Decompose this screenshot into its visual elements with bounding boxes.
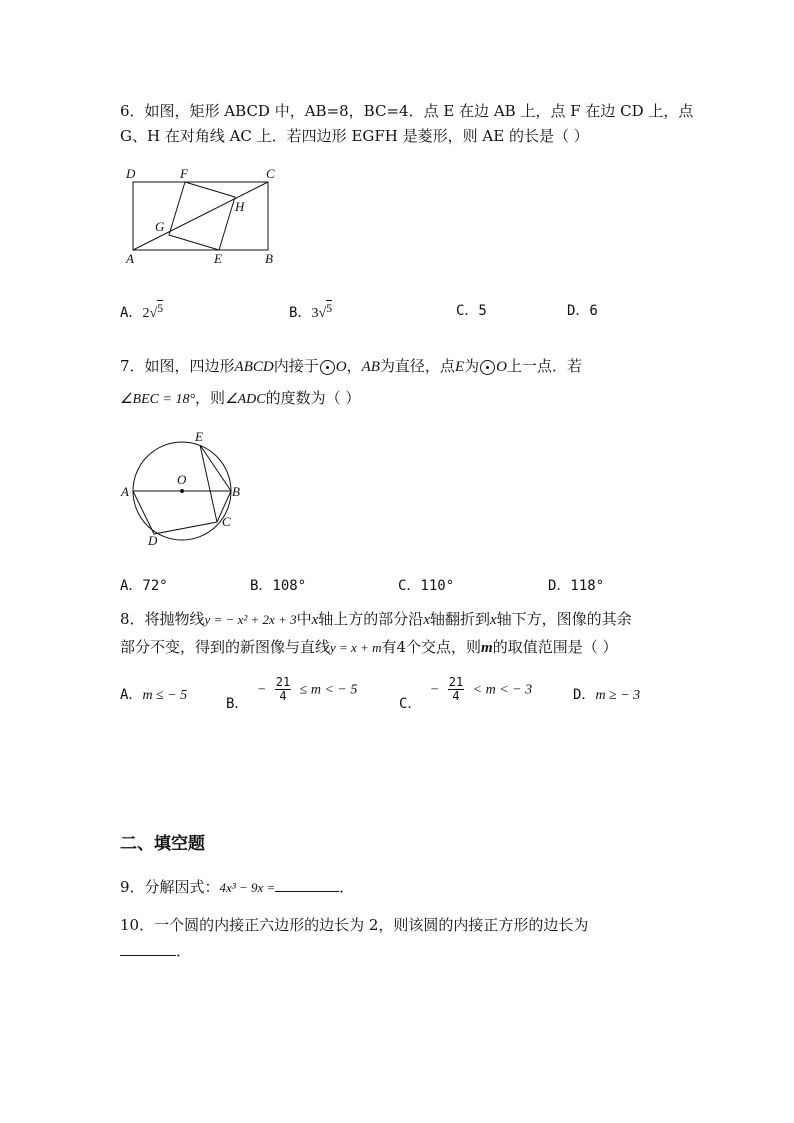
q8-line2: 部分不变，得到的新图像与直线y = x + m有4个交点，则m的取值范围是（ ） [120, 638, 618, 656]
q6-option-d[interactable]: D．6 [567, 303, 598, 319]
q7-option-c[interactable]: C．110° [398, 578, 455, 594]
label-d: D [148, 533, 158, 548]
center-point [180, 489, 184, 493]
label-c: C [266, 166, 275, 181]
q9-line: 9．分解因式：4x³ − 9x = ． [120, 878, 355, 896]
sqrt-symbol: √ [149, 306, 158, 321]
label-f: F [180, 166, 188, 181]
q8-option-b[interactable]: B． − $\frac{21}{4}$ ≤ m < − 5 [226, 675, 358, 712]
q7-line2: ∠BEC = 18°，则∠ADC的度数为（ ） [120, 389, 361, 407]
circle-symbol-icon [480, 360, 495, 375]
q6-line1: 6．如图，矩形 ABCD 中，AB=8，BC=4．点 E 在边 AB 上，点 F 在边 CD 上，点 [120, 102, 694, 120]
label-o: O [177, 472, 187, 487]
circle-symbol-icon [320, 360, 335, 375]
q8-option-d[interactable]: D．m ≥ − 3 [573, 687, 641, 703]
label-b: B [232, 484, 240, 499]
q7-option-a[interactable]: A．72° [120, 578, 168, 594]
answer-blank[interactable] [120, 941, 176, 956]
label-g: G [155, 219, 165, 234]
q7-circle-figure [118, 426, 248, 550]
label-e: E [214, 251, 222, 266]
q6-rectangle-figure [118, 162, 288, 270]
fraction: $\frac{21}{4}$ [275, 675, 291, 703]
q7-line1: 7．如图，四边形ABCD内接于 O，AB为直径，点E为 O上一点．若 [120, 357, 582, 375]
q8-option-a[interactable]: A．m ≤ − 5 [120, 687, 188, 703]
label-c: C [222, 514, 231, 529]
q8-line1: 8．将抛物线y = − x² + 2x + 3中x轴上方的部分沿x轴翻折到x轴下方，图像的其余 [120, 610, 632, 628]
label-b: B [265, 251, 273, 266]
q6-option-a[interactable]: A．2√5 [120, 301, 164, 321]
diagonal-ac [133, 182, 268, 250]
rhombus-egfh [169, 182, 235, 250]
q10-line1: 10．一个圆的内接正六边形的边长为 2，则该圆的内接正方形的边长为 [120, 916, 589, 934]
q8-option-c[interactable]: C． − $\frac{21}{4}$ < m < − 3 [399, 675, 533, 712]
q7-option-b[interactable]: B．108° [250, 578, 307, 594]
fraction: $\frac{21}{4}$ [448, 675, 464, 703]
label-e: E [195, 429, 203, 444]
label-a: A [126, 251, 134, 266]
segment-ec [200, 445, 217, 522]
label-d: D [126, 166, 136, 181]
q7-option-d[interactable]: D．118° [548, 578, 605, 594]
section-title: 二、填空题 [120, 834, 205, 854]
q6-line2: G、H 在对角线 AC 上．若四边形 EGFH 是菱形，则 AE 的长是（ ） [120, 127, 589, 145]
quadrilateral-abcd [133, 491, 231, 534]
q10-line2: ． [120, 940, 191, 961]
label-h: H [235, 199, 245, 214]
q6-option-b[interactable]: B．3√5 [289, 301, 333, 321]
label-a: A [121, 484, 129, 499]
sqrt-symbol: √ [318, 306, 327, 321]
answer-blank[interactable] [275, 877, 339, 892]
q6-option-c[interactable]: C．5 [456, 303, 487, 319]
